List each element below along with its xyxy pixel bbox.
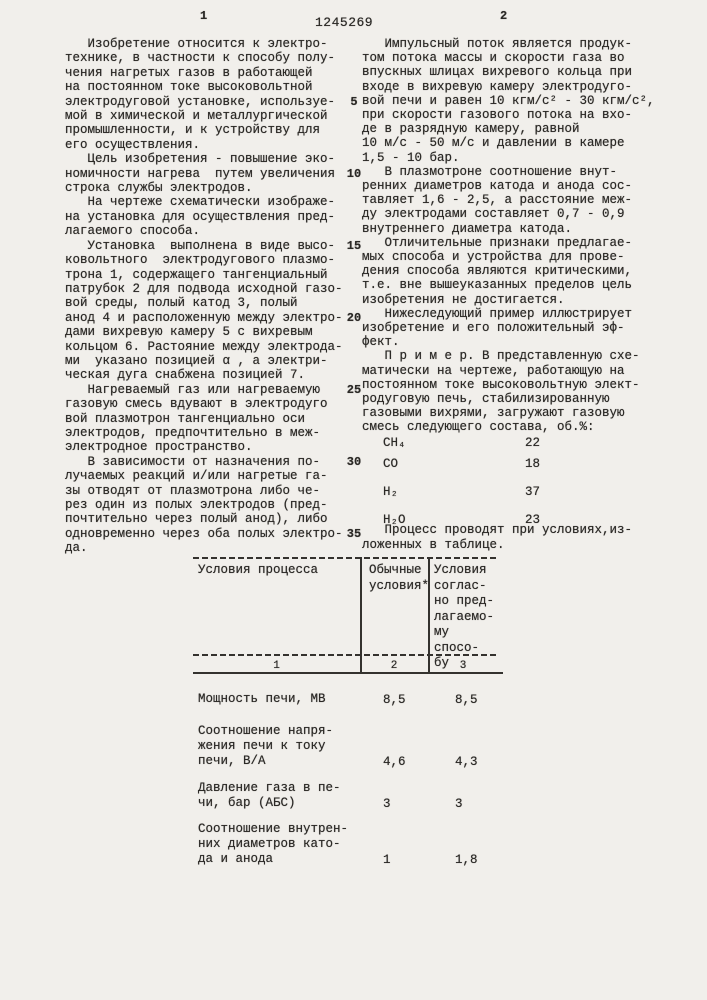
gas-value: 22 [525, 436, 541, 450]
table-row-label: Соотношение внутрен- них диаметров като- да и анода [198, 822, 349, 866]
table-column-number: 1 [273, 660, 280, 672]
margin-line-number: 20 [346, 311, 362, 325]
table-header-usual-conditions: Обычные условия* [369, 563, 430, 593]
gas-value: 18 [525, 457, 541, 471]
margin-line-number: 5 [350, 95, 358, 109]
column-page-number-left: 1 [200, 9, 208, 23]
gas-value: 37 [525, 485, 541, 499]
table-value-proposed: 4,3 [455, 755, 478, 769]
table-value-usual: 4,6 [383, 755, 406, 769]
table-column-number: 2 [390, 660, 398, 672]
margin-line-number: 15 [346, 239, 362, 253]
gas-row [362, 436, 664, 451]
table-value-usual: 1 [383, 853, 391, 867]
table-value-proposed: 8,5 [455, 693, 478, 707]
gas-formula: CH₄ [383, 436, 406, 450]
patent-number: 1245269 [315, 15, 374, 30]
gas-formula: CO [383, 457, 399, 471]
column-page-number-right: 2 [500, 9, 508, 23]
gas-composition-list [362, 436, 664, 532]
table-top-border [193, 557, 498, 559]
table-row-label: Мощность печи, МВ [198, 692, 326, 706]
margin-line-number: 10 [346, 167, 362, 181]
table-row-label: Соотношение напря- жения печи к току печи, В/А [198, 724, 334, 768]
left-column-text: Изобретение относится к электро- технике, в частности к способу полу- чения нагретых газов в работающей на постоянном токе высоковольтной электродуговой установке, используе- мой в химической и металлургической промышленности, и к устройству для его осуществления. Цель изобретения - повышение эко- номичности нагрева путем увеличения строка службы электродов. На чертеже схематически изображе- на установка для осуществления пред- лагаемого способа. Установка выполнена в виде высо- ковольтного электродугового плазмо- трона 1, содержащего тангенциальный патрубок 2 для подвода исходной газо- вой среды, полый катод 3, полый анод 4 и расположенную между электро- дами вихревую камеру 5 с вихревым кольцом 6. Растояние между электрода- ми указано позицией α , а электри- ческая дуга снабжена позицией 7. Нагреваемый газ или нагреваемую газовую смесь вдувают в электродуго вой плазмотрон тангенциально оси электродов, предпочтительно в меж- электродное пространство. В зависимости от назначения по- лучаемых реакций и/или нагретые га- зы отводят от плазмотрона либо че- рез один из полых электродов (пред- почтительно через полый анод), либо одновременно через оба полых электро- да. [65, 37, 343, 556]
table-value-usual: 3 [383, 797, 391, 811]
table-value-usual: 8,5 [383, 693, 406, 707]
table-value-proposed: 1,8 [455, 853, 478, 867]
table-row [193, 822, 499, 867]
table-row [193, 781, 499, 811]
gas-formula: H₂O [383, 513, 406, 527]
gas-row [362, 457, 664, 472]
process-conditions-table [193, 557, 499, 869]
table-header-conditions: Условия процесса [198, 563, 319, 577]
table-value-proposed: 3 [455, 797, 463, 811]
table-solid-rule [193, 672, 503, 674]
gas-row [362, 485, 664, 500]
margin-line-number: 35 [346, 527, 362, 541]
table-row [193, 724, 499, 769]
table-vertical-divider [360, 557, 362, 674]
table-header-proposed-conditions: Условия соглас- но пред- лагаемо- му спосо- бу [434, 563, 495, 670]
margin-line-number: 30 [346, 455, 362, 469]
table-column-number: 3 [459, 660, 467, 672]
gas-formula: H₂ [383, 485, 399, 499]
gas-value: 23 [525, 513, 541, 527]
margin-line-number: 25 [346, 383, 362, 397]
table-header-separator [193, 654, 498, 656]
table-row-label: Давление газа в пе- чи, бар (АБС) [198, 781, 341, 810]
table-row [193, 692, 499, 707]
right-column-text: Импульсный поток является продук- том потока массы и скорости газа во впускных шлицах вихревого кольца при входе в вихревую камеру электродуго- вой печи и равен 10 кгм/с² - 30 кгм/с², при скорости газового потока на вхо- де в разрядную камеру, равной 10 м/с - 50 м/с и давлении в камере 1,5 - 10 бар. В плазмотроне соотношение внут- ренних диаметров катода и анода сос- тавляет 1,6 - 2,5, а расстояние меж- ду электродами составляет 0,7 - 0,9 внутреннего диаметра катода. Отличительные признаки предлагае- мых способа и устройства для прове- дения способа являются критическими, т.е. вне вышеуказанных пределов цель изобретения не достигается. Нижеследующий пример иллюстрирует изобретение и его положительный эф- фект. П р и м е р. В представленную схе- матически на чертеже, работающую на постоянном токе высоковольтную элект- родуговую печь, стабилизированную газовыми вихрями, загружают газовую смесь следующего состава, об.%: [362, 37, 655, 435]
right-column-tail-text: Процесс проводят при условиях,из- ложенных в таблице. [362, 523, 633, 552]
